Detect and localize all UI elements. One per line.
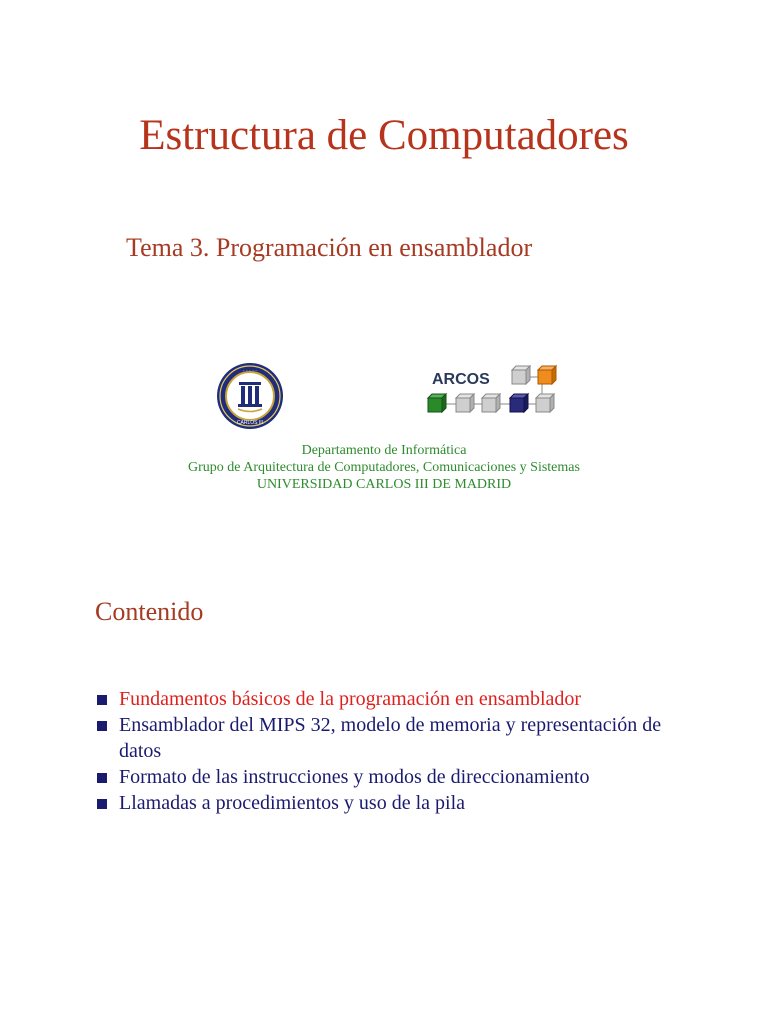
list-item-text: Formato de las instrucciones y modos de direccionamiento: [119, 766, 590, 788]
list-item: [96, 764, 696, 790]
university-name: UNIVERSIDAD CARLOS III DE MADRID: [256, 477, 512, 492]
square-bullet-icon: [97, 773, 107, 783]
department-name: Departamento de Informática: [301, 443, 467, 458]
contents-heading: Contenido: [95, 597, 204, 626]
svg-text:CARLOS III: CARLOS III: [236, 420, 264, 426]
list-item-text: Ensamblador del MIPS 32, modelo de memoria y representación de datos: [119, 714, 662, 762]
contents-list: [96, 686, 696, 816]
list-item-text: Fundamentos básicos de la programación en ensamblador: [119, 688, 582, 710]
arcos-label: ARCOS: [432, 371, 490, 388]
list-item: [96, 686, 696, 712]
uc3m-seal-icon: [216, 362, 284, 430]
square-bullet-icon: [97, 799, 107, 809]
svg-text:· · · · ·: · · · · ·: [243, 368, 257, 374]
square-bullet-icon: [97, 695, 107, 705]
arcos-logo-icon: [424, 364, 564, 418]
document-subtitle: Tema 3. Programación en ensamblador: [126, 233, 533, 262]
list-item-text: Llamadas a procedimientos y uso de la pila: [119, 792, 466, 814]
document-title: Estructura de Computadores: [139, 112, 629, 159]
research-group-name: Grupo de Arquitectura de Computadores, Comunicaciones y Sistemas: [188, 460, 580, 475]
list-item: [96, 790, 696, 816]
list-item: [96, 712, 696, 764]
square-bullet-icon: [97, 721, 107, 731]
